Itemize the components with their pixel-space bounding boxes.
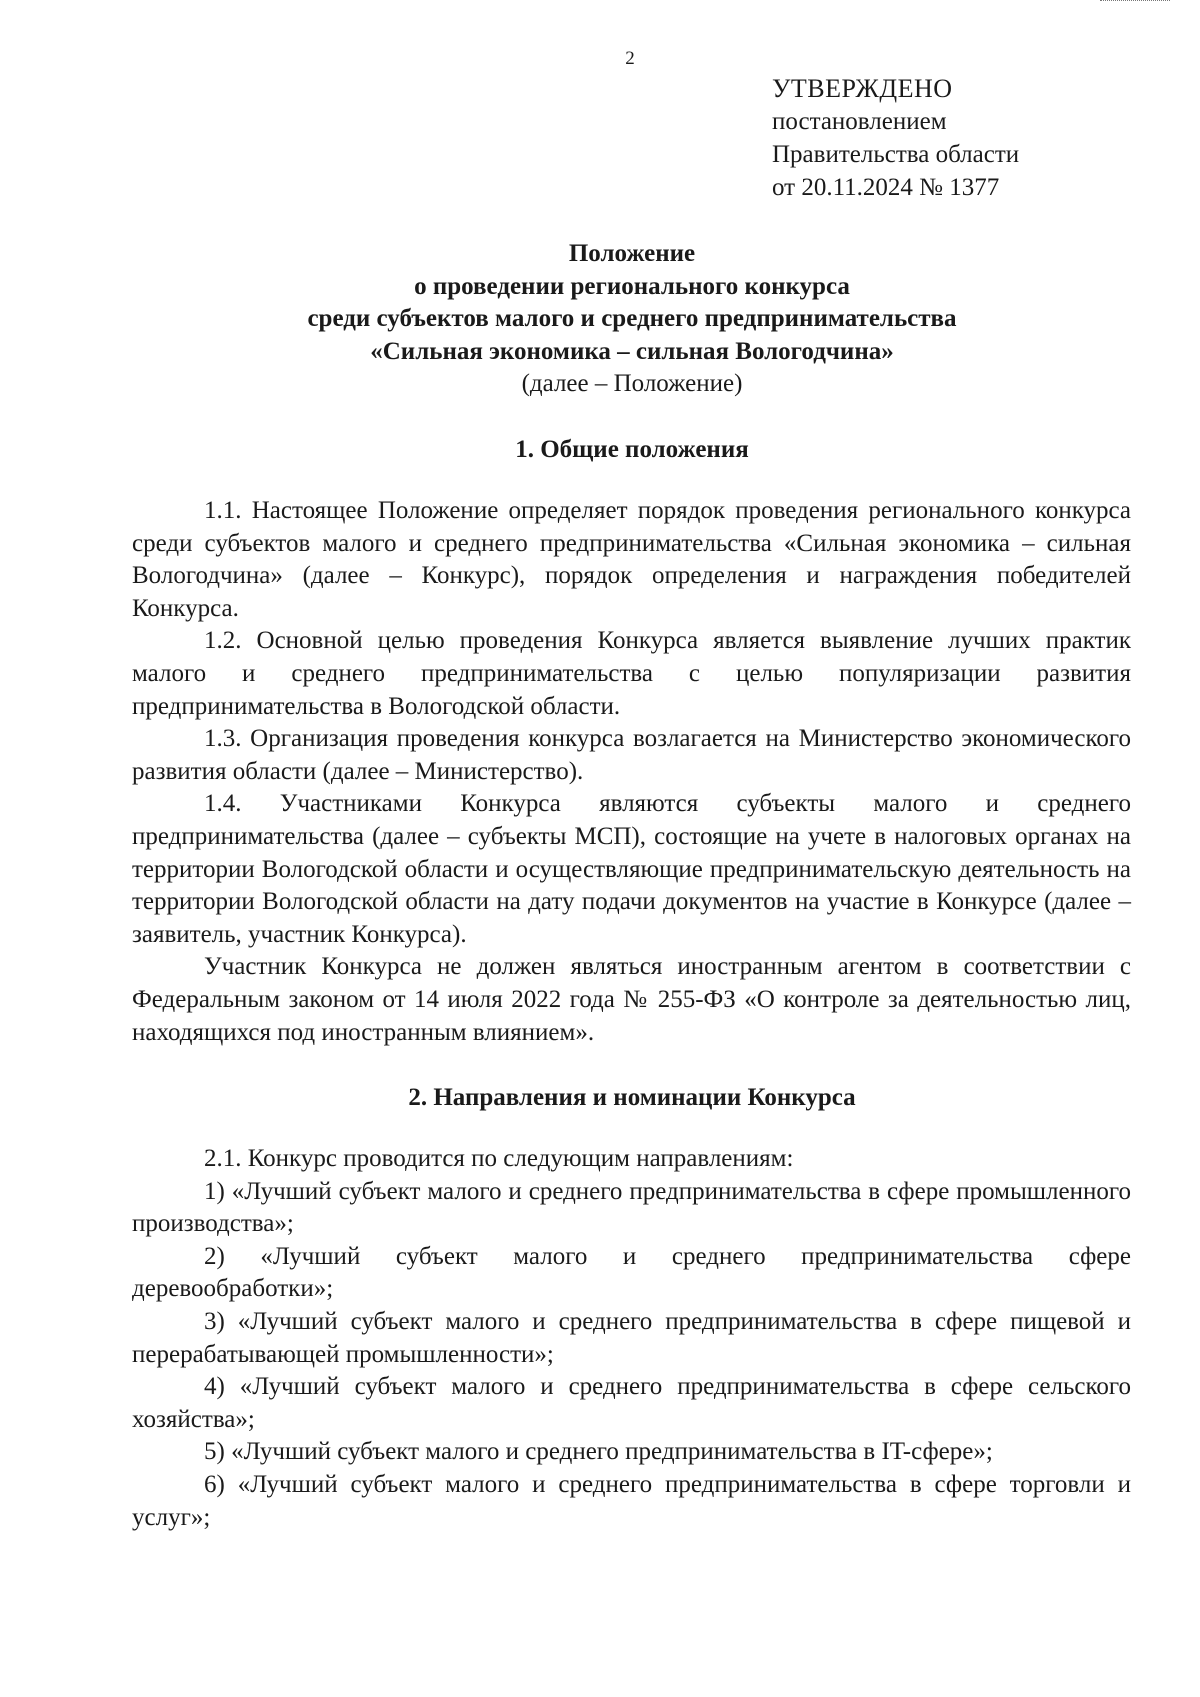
scan-edge-mark	[1100, 0, 1170, 4]
direction-item: 1) «Лучший субъект малого и среднего предпринимательства в сфере промышленного производства»;	[132, 1177, 1131, 1238]
direction-item: 3) «Лучший субъект малого и среднего предпринимательства в сфере пищевой и перерабатывающей промышленности»;	[132, 1307, 1131, 1368]
direction-item: 6) «Лучший субъект малого и среднего предпринимательства в сфере торговли и услуг»;	[132, 1470, 1131, 1531]
approval-date-number: от 20.11.2024 № 1377	[772, 174, 1000, 201]
paragraph-foreign-agent: Участник Конкурса не должен являться иностранным агентом в соответствии с Федеральным законом от 14 июля 2022 года № 255-ФЗ «О контроле за деятельностью лиц, находящихся под иностранным влиянием».	[132, 953, 1131, 1046]
approval-stamp-block	[772, 72, 1019, 204]
section-directions-body	[132, 1143, 1131, 1534]
title-abbreviation: (далее – Положение)	[521, 370, 743, 397]
approval-line: постановлением	[772, 108, 947, 135]
direction-item: 5) «Лучший субъект малого и среднего предпринимательства в IT-сфере»;	[204, 1438, 993, 1466]
title-line: «Сильная экономика – сильная Вологодчина»	[370, 337, 894, 365]
section-heading-directions: 2. Направления и номинации Конкурса	[408, 1084, 856, 1111]
approval-heading: УТВЕРЖДЕНО	[772, 74, 953, 103]
approval-line: Правительства области	[772, 141, 1020, 168]
title-line: среди субъектов малого и среднего предпринимательства	[307, 305, 957, 332]
paragraph-1-1: 1.1. Настоящее Положение определяет порядок проведения регионального конкурса среди субъектов малого и среднего предпринимательства «Сильная экономика – сильная Вологодчина» (далее – Конкурс), порядок определения и награждения победителей Конкурса.	[132, 497, 1131, 622]
document-title	[132, 238, 1132, 401]
title-line: о проведении регионального конкурса	[414, 272, 850, 300]
paragraph-2-1: 2.1. Конкурс проводится по следующим направлениям:	[204, 1145, 794, 1172]
paragraph-1-4: 1.4. Участниками Конкурса являются субъекты малого и среднего предпринимательства (далее – субъекты МСП), состоящие на учете в налоговых органах на территории Вологодской области и осуществляющие предпринимательскую деятельность на территории Вологодской области на дату подачи документов на участие в Конкурсе (далее – заявитель, участник Конкурса).	[132, 790, 1131, 948]
section-general-body	[132, 495, 1131, 1049]
title-line: Положение	[568, 240, 696, 267]
page-number: 2	[625, 48, 635, 69]
paragraph-1-3: 1.3. Организация проведения конкурса возлагается на Министерство экономического развития области (далее – Министерство).	[132, 725, 1131, 785]
direction-item: 4) «Лучший субъект малого и среднего предпринимательства в сфере сельского хозяйства»;	[132, 1373, 1131, 1433]
direction-item: 2) «Лучший субъект малого и среднего предпринимательства сфере деревообработки»;	[132, 1242, 1131, 1303]
section-heading-general: 1. Общие положения	[515, 436, 749, 463]
paragraph-1-2: 1.2. Основной целью проведения Конкурса является выявление лучших практик малого и среднего предпринимательства с целью популяризации развития предпринимательства в Вологодской области.	[132, 627, 1131, 720]
